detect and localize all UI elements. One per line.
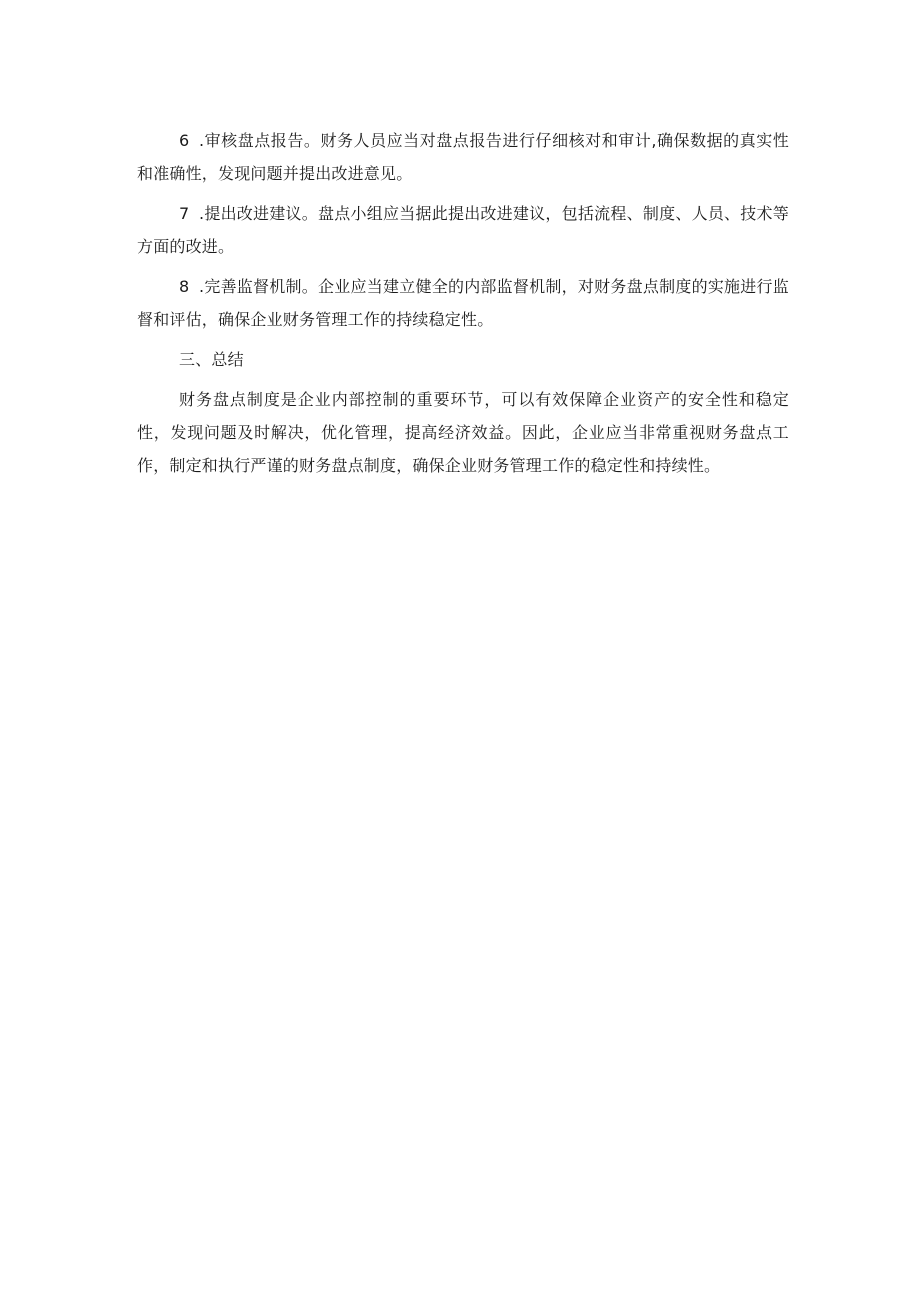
item-number: 8 — [179, 277, 190, 296]
document-body — [137, 124, 789, 489]
item-number: 7 — [179, 204, 190, 223]
list-item-6 — [137, 124, 789, 190]
item-number: 6 — [179, 131, 190, 150]
list-item-7 — [137, 197, 789, 263]
item-text: .提出改进建议。盘点小组应当据此提出改进建议，包括流程、制度、人员、技术等方面的改进。 — [137, 204, 789, 256]
item-text: .完善监督机制。企业应当建立健全的内部监督机制，对财务盘点制度的实施进行监督和评估，确保企业财务管理工作的持续稳定性。 — [137, 277, 789, 329]
section-heading: 三、总结 — [179, 350, 244, 369]
item-text: .审核盘点报告。财务人员应当对盘点报告进行仔细核对和审计,确保数据的真实性和准确性，发现问题并提出改进意见。 — [137, 131, 789, 183]
list-item-8 — [137, 270, 789, 336]
summary-paragraph: 财务盘点制度是企业内部控制的重要环节，可以有效保障企业资产的安全性和稳定性，发现问题及时解决，优化管理，提高经济效益。因此，企业应当非常重视财务盘点工作，制定和执行严谨的财务盘点制度，确保企业财务管理工作的稳定性和持续性。 — [137, 390, 789, 475]
